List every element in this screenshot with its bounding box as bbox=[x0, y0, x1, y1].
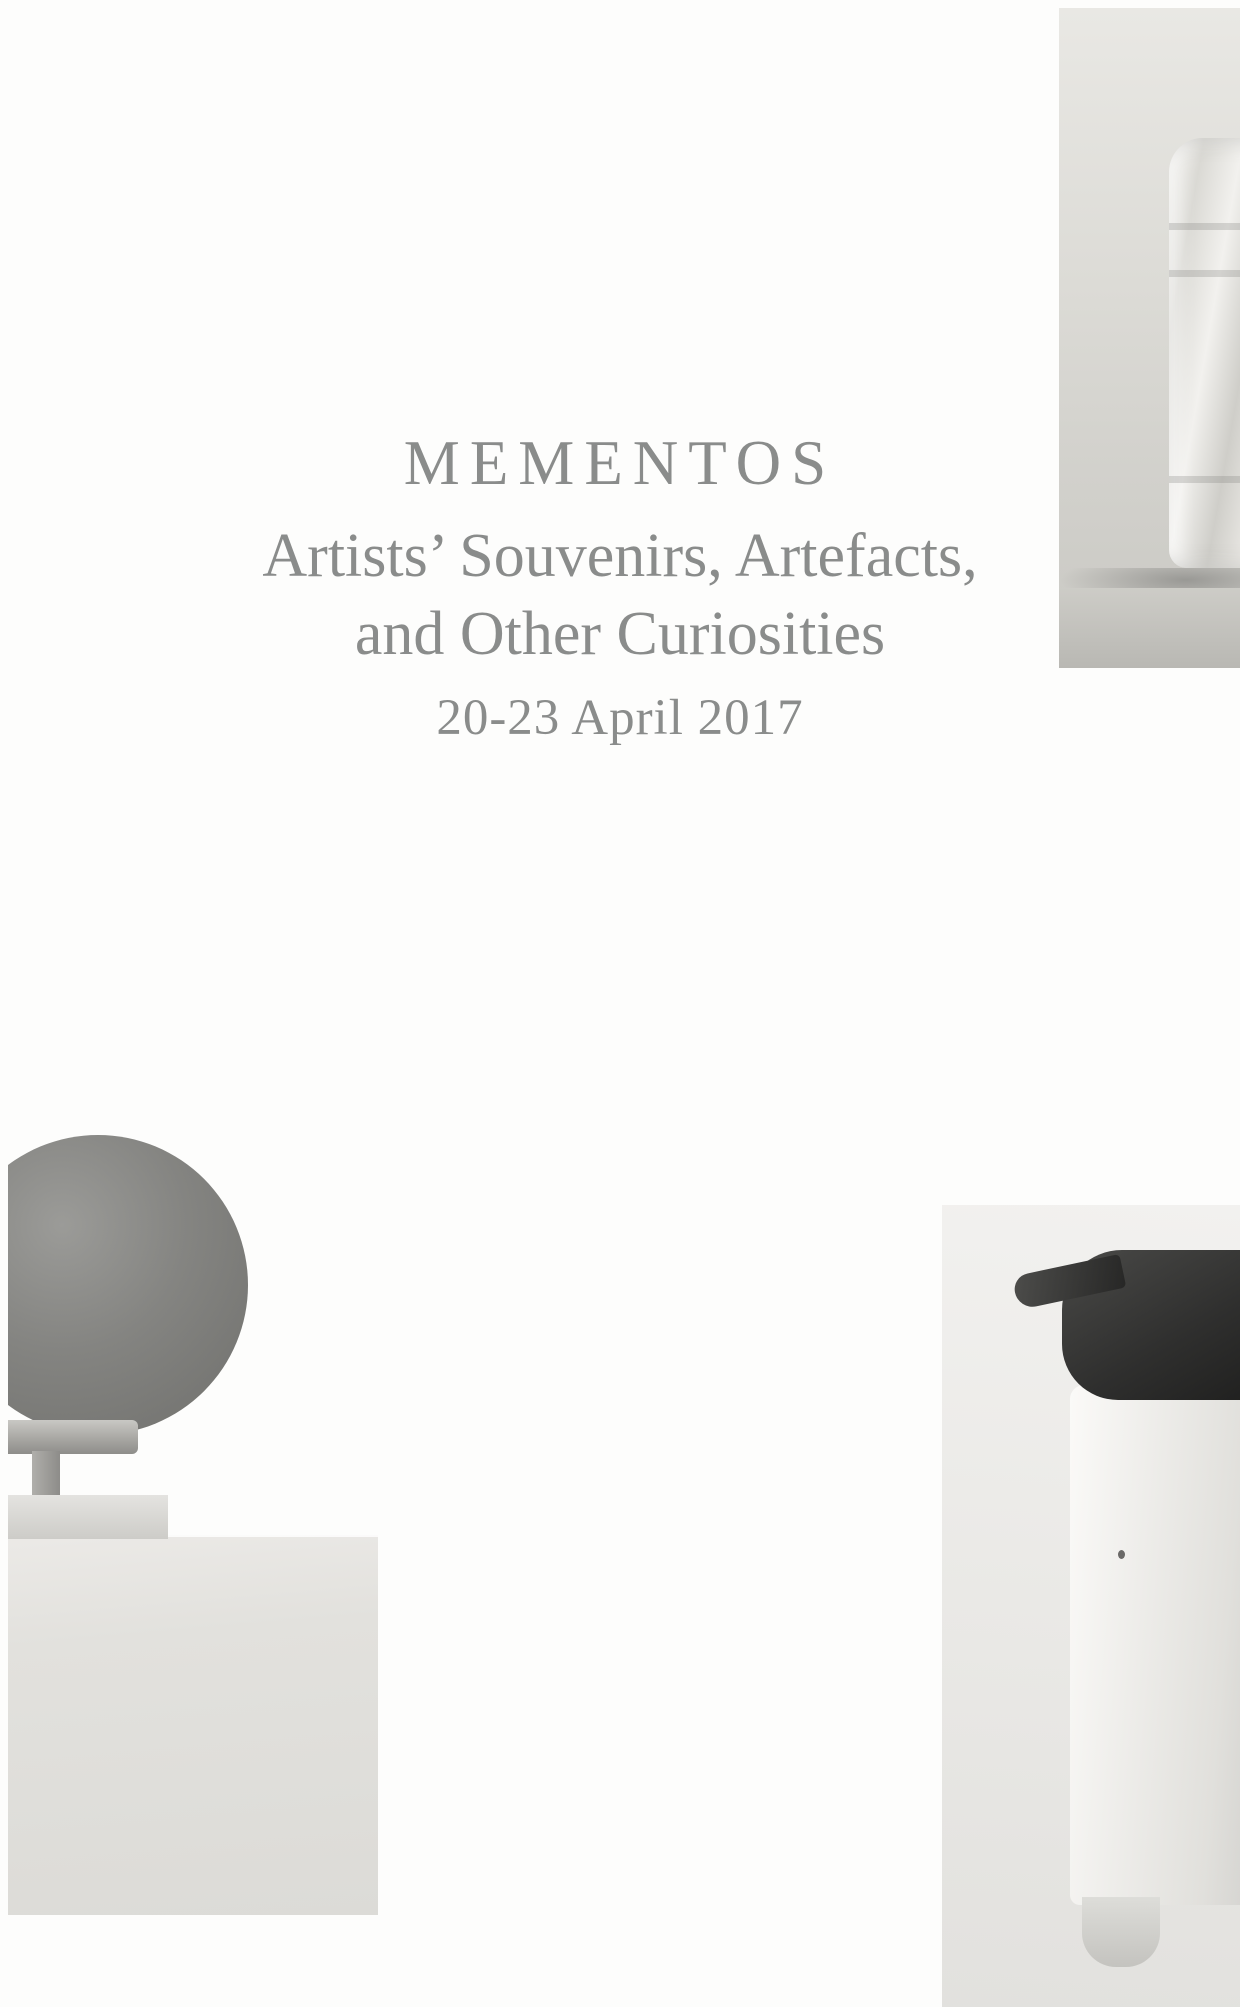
vessel-foot bbox=[1082, 1897, 1160, 1967]
bird-head-vessel-photo bbox=[942, 1205, 1240, 2007]
page-title: MEMENTOS bbox=[403, 428, 837, 498]
sphere-base bbox=[8, 1495, 168, 1539]
sphere-sculpture-photo bbox=[8, 905, 378, 1915]
cover-title-block bbox=[0, 430, 1240, 747]
sphere-stem bbox=[32, 1451, 60, 1499]
sphere-collar bbox=[8, 1420, 138, 1454]
event-dates: 20-23 April 2017 bbox=[436, 690, 804, 747]
vessel-body bbox=[1070, 1385, 1240, 1905]
subtitle-line-one: Artists’ Souvenirs, Artefacts, bbox=[262, 522, 978, 591]
plinth-shape bbox=[8, 1535, 378, 1915]
sphere-shape bbox=[8, 1135, 248, 1435]
vessel-mark bbox=[1118, 1550, 1125, 1559]
bottle-ring-icon bbox=[1169, 270, 1240, 277]
bottle-ring-icon bbox=[1169, 223, 1240, 230]
subtitle-line-two: and Other Curiosities bbox=[354, 599, 886, 668]
